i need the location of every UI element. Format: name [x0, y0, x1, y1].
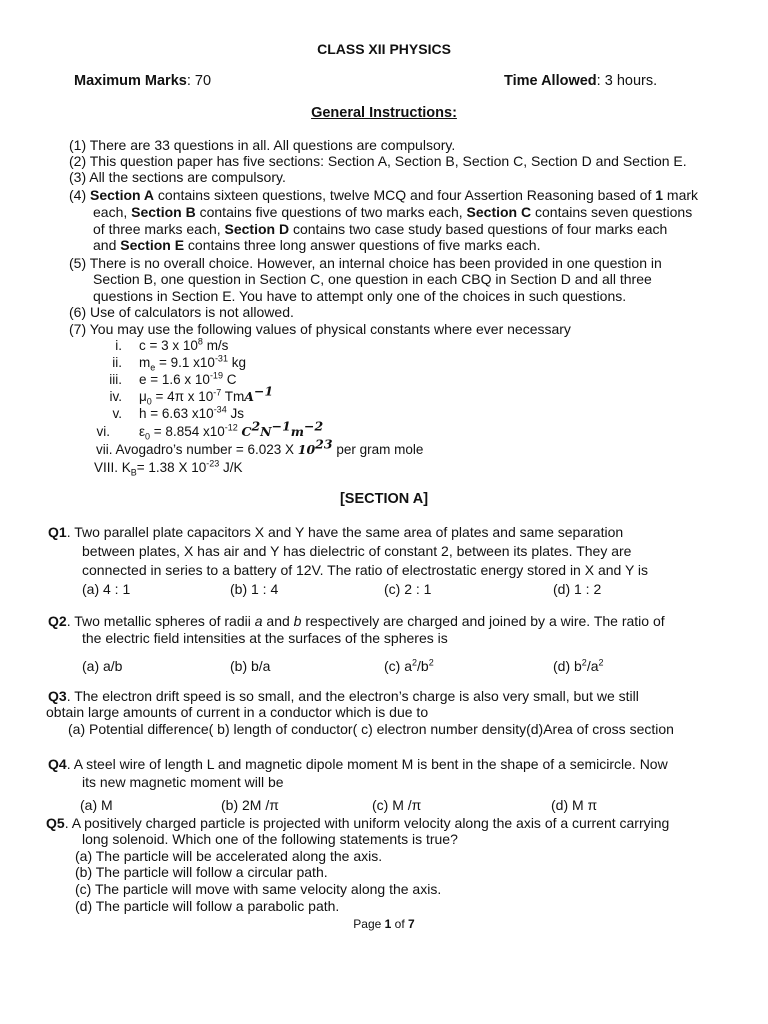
instruction-6: (6) Use of calculators is not allowed.: [69, 304, 294, 320]
constant-boltzmann: VIII. $K_B= 1.38$ X $10^{-23}$ J/K: [94, 458, 243, 478]
constant-permittivity: $\varepsilon_0 = 8.854$ $x10^{-12}$ $C^2N^{-1}m^{-2}$: [139, 418, 324, 442]
q4-option-b: (b) 2M /π: [221, 797, 279, 813]
q1-option-b: (b) 1 : 4: [230, 581, 279, 597]
constant-number-2: ii.: [112, 355, 122, 370]
page-number: Page 1 of 7: [353, 917, 415, 931]
q5-option-b: (b) The particle will follow a circular path.: [75, 864, 328, 880]
q2-line-1: Q2. Two metallic spheres of radii a and b respectively are charged and joined by a wire. The ratio of: [48, 613, 665, 629]
q4-option-d: (d) M π: [551, 797, 598, 813]
general-instructions-heading: General Instructions:: [311, 105, 457, 121]
q4-option-a: (a) M: [80, 797, 113, 813]
constant-permeability: $\mu_0 = 4\pi$ x $10^{-7}$ TmA$^{-1}$: [139, 383, 274, 407]
q1-option-a: (a) 4 : 1: [82, 581, 131, 597]
maximum-marks: Maximum Marks: 70: [74, 73, 212, 89]
constant-number-1: i.: [115, 338, 122, 353]
instruction-5-line-2: Section B, one question in Section C, one question in each CBQ in Section D and all three: [93, 271, 652, 287]
q2-option-b: (b) b/a: [230, 658, 271, 674]
q2-option-d: (d) $b^2/a^2$: [553, 657, 604, 674]
q4-line-1: Q4. A steel wire of length L and magnetic dipole moment M is bent in the shape of a semicircle. Now: [48, 756, 668, 772]
instruction-4-line-1: (4) Section A contains sixteen questions, twelve MCQ and four Assertion Reasoning based of 1 mark: [69, 187, 699, 203]
constant-avogadro: vii. Avogadro’s number = 6.023 X $10^{23}$ per gram mole: [96, 436, 424, 457]
q4-option-c: (c) M /π: [372, 797, 422, 813]
q3-options: (a) Potential difference( b) length of conductor( c) electron number density(d)Area of cross section: [68, 721, 674, 737]
q5-option-a: (a) The particle will be accelerated along the axis.: [75, 848, 383, 864]
q5-option-c: (c) The particle will move with same velocity along the axis.: [75, 881, 442, 897]
instruction-1: (1) There are 33 questions in all. All questions are compulsory.: [69, 137, 456, 153]
q1-line-2: between plates, X has air and Y has dielectric of constant 2, between its plates. They are: [82, 543, 632, 559]
q2-option-c: (c) $a^2/b^2$: [384, 657, 434, 674]
instruction-4-line-3: of three marks each, Section D contains two case study based questions of four marks each: [93, 221, 668, 237]
time-allowed: Time Allowed: 3 hours.: [504, 73, 658, 89]
constant-number-5: v.: [112, 406, 122, 421]
q3-line-1: Q3. The electron drift speed is so small, and the electron’s charge is also very small, but we still: [48, 688, 639, 704]
q4-line-2: its new magnetic moment will be: [82, 774, 284, 790]
paper-title: CLASS XII PHYSICS: [317, 41, 451, 57]
q2-option-a: (a) a/b: [82, 658, 123, 674]
instruction-7: (7) You may use the following values of physical constants where ever necessary: [69, 321, 571, 337]
q1-line-1: Q1. Two parallel plate capacitors X and Y have the same area of plates and same separation: [48, 524, 624, 540]
section-a-heading: [SECTION A]: [339, 491, 429, 507]
instruction-2: (2) This question paper has five sections: Section A, Section B, Section C, Section D and Section E.: [69, 153, 687, 169]
constant-electron-charge: e = 1.6 x $10^{-19}$ C: [139, 370, 237, 387]
constant-speed-of-light: c = 3 x $10^8$ m/s: [139, 336, 229, 353]
q5-option-d: (d) The particle will follow a parabolic path.: [75, 898, 340, 914]
q5-line-2: long solenoid. Which one of the following statements is true?: [82, 831, 458, 847]
q3-line-2: obtain large amounts of current in a conductor which is due to: [46, 704, 429, 720]
constant-electron-mass: $m_e = 9.1$ $x10^{-31}$ kg: [139, 353, 246, 373]
q1-option-d: (d) 1 : 2: [553, 581, 602, 597]
q5-line-1: Q5. A positively charged particle is projected with uniform velocity along the axis of a current carrying: [46, 815, 670, 831]
q1-line-3: connected in series to a battery of 12V. The ratio of electrostatic energy stored in X and Y is: [82, 562, 649, 578]
constant-planck: h = 6.63 $x10^{-34}$ Js: [139, 404, 244, 421]
q1-option-c: (c) 2 : 1: [384, 581, 432, 597]
q2-line-2: the electric field intensities at the surfaces of the spheres is: [82, 630, 448, 646]
instruction-4-line-2: each, Section B contains five questions of two marks each, Section C contains seven questions: [93, 204, 693, 220]
instruction-5-line-1: (5) There is no overall choice. However, an internal choice has been provided in one question in: [69, 255, 662, 271]
constant-number-3: iii.: [109, 372, 122, 387]
instruction-4-line-4: and Section E contains three long answer questions of five marks each.: [93, 237, 541, 253]
instruction-5-line-3: questions in Section E. You have to attempt only one of the choices in such questions.: [93, 288, 627, 304]
constant-number-6: vi.: [96, 424, 110, 439]
constant-number-4: iv.: [109, 389, 122, 404]
instruction-3: (3) All the sections are compulsory.: [69, 169, 286, 185]
